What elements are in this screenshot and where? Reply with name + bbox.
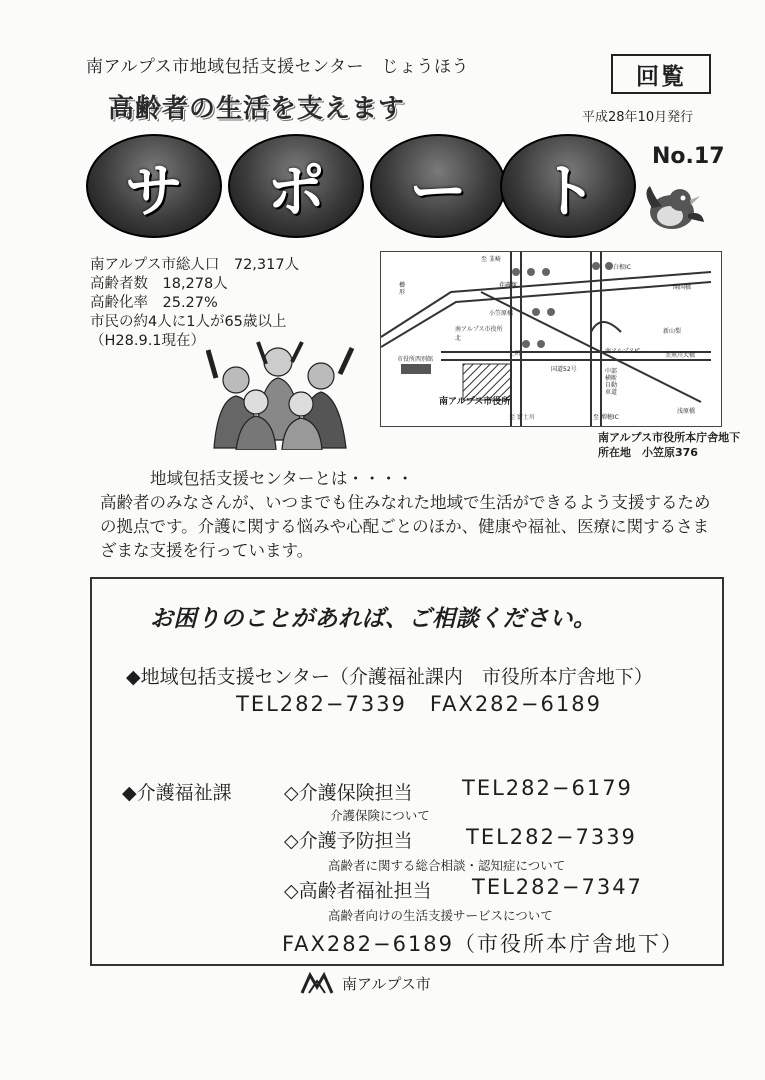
map-label-route: 国道52号: [551, 366, 577, 373]
publisher-header: 南アルプス市地域包括支援センター じょうほう: [86, 57, 469, 77]
map-label-kamanashi: 釜無川大橋: [665, 352, 696, 359]
map-label-kami: 上町: [509, 350, 522, 357]
fax-line: FAX282−6189（市役所本庁舎地下）: [282, 932, 685, 956]
title-char-4: ト: [500, 134, 636, 238]
map-label-fujikawa: 至 富士川: [509, 414, 535, 421]
prevention-note: 高齢者に関する総合相談・認知症について: [328, 858, 566, 873]
map-label-masuho-ic: 至 増穂IC: [593, 414, 619, 421]
map-label-shinyama: 新山梨: [663, 328, 682, 335]
road-map-graphic: [381, 252, 721, 426]
insurance-label: ◇介護保険担当: [284, 782, 413, 804]
map-label-shirane-ic: 白根IC: [613, 264, 631, 271]
map-label-ninomiya: 荏蔵塚: [499, 282, 518, 289]
stat-as-of: （H28.9.1現在）: [90, 333, 206, 349]
map-label-kaikoku: 開国橋: [673, 284, 692, 291]
map-label-minami-ic: 南アルプスIC: [605, 348, 641, 355]
title-char-1: サ: [86, 134, 222, 238]
issue-number: No.17: [652, 144, 725, 169]
issue-date: 平成28年10月発行: [582, 110, 694, 125]
welfare-label: ◇高齢者福祉担当: [284, 880, 432, 902]
stat-population: 南アルプス市総人口 72,317人: [90, 257, 300, 273]
welfare-note: 高齢者向けの生活支援サービスについて: [328, 908, 553, 923]
stat-aging-rate: 高齢化率 25.27%: [90, 295, 218, 311]
circulation-stamp: 回覧: [611, 54, 711, 94]
map-label-city-office: 南アルプス市役所: [439, 397, 511, 407]
map-label-chubu: 中部横断自動車道: [605, 368, 618, 396]
stat-ratio: 市民の約4人に1人が65歳以上: [90, 314, 287, 330]
bird-icon: [640, 178, 708, 236]
welfare-phone: TEL282−7347: [472, 875, 643, 899]
tagline: 高齢者の生活を支えます: [108, 94, 406, 124]
footer-city-name: 南アルプス市: [342, 974, 431, 993]
elderly-crowd-illustration: [206, 340, 356, 450]
center-label: ◆地域包括支援センター（介護福祉課内 市役所本庁舎地下）: [126, 666, 653, 688]
footer: [300, 971, 431, 995]
map-label-asakawa: 浅原橋: [677, 408, 696, 415]
map-caption: [598, 430, 740, 460]
map-caption-address: 所在地 小笠原376: [598, 446, 698, 459]
map-label-city-office-north: 南アルプス市役所北: [455, 326, 503, 342]
location-map: [380, 251, 722, 427]
map-label-kogasawara: 小笠原橋: [489, 310, 514, 317]
map-caption-building: 南アルプス市役所本庁舎地下: [598, 431, 741, 444]
insurance-note: 介護保険について: [330, 808, 430, 823]
prevention-phone: TEL282−7339: [466, 825, 637, 849]
dept-label: ◆介護福祉課: [122, 782, 232, 804]
prevention-label: ◇介護予防担当: [284, 830, 413, 852]
title-char-3: ー: [370, 134, 506, 238]
intro-section: [100, 467, 725, 563]
insurance-phone: TEL282−6179: [462, 776, 633, 800]
center-phone-fax: TEL282−7339 FAX282−6189: [236, 692, 602, 716]
population-stats: [90, 256, 299, 351]
title-char-2: ポ: [228, 134, 364, 238]
map-label-to-nirasaki: 至 韮崎: [481, 256, 501, 263]
map-label-west-building: 市役所西別館: [397, 356, 434, 363]
stat-elderly: 高齢者数 18,278人: [90, 276, 228, 292]
intro-lead: 地域包括支援センターとは・・・・: [150, 469, 414, 488]
contact-heading: お困りのことがあれば、ご相談ください。: [150, 606, 597, 632]
intro-body: 高齢者のみなさんが、いつまでも住みなれた地域で生活ができるよう支援するための拠点です。介護に関する悩みや心配ごとのほか、健康や福祉、医療に関するさまざまな支援を行っています。: [100, 493, 711, 560]
map-label-kushigata: 櫛形: [399, 282, 406, 296]
city-logo-icon: [300, 971, 334, 995]
